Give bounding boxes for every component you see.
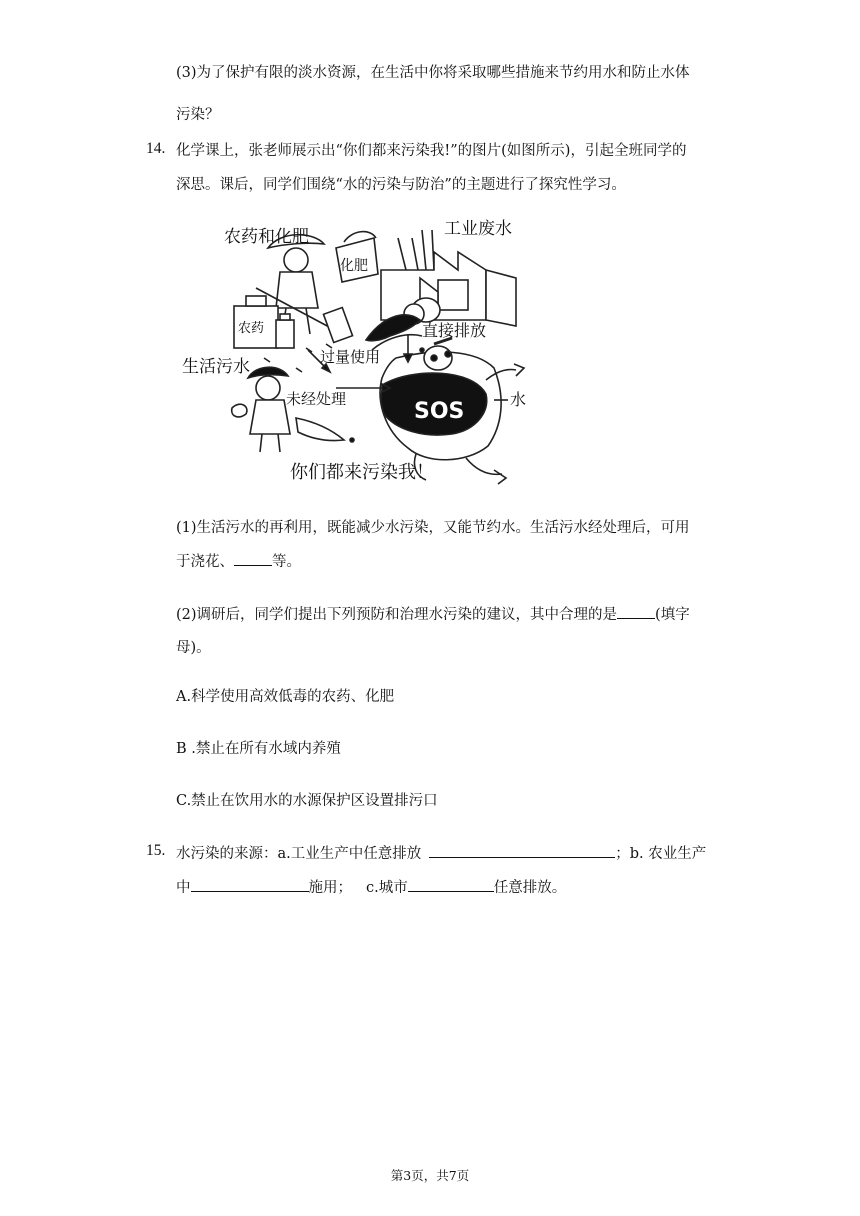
- q15-text-c: 中: [176, 880, 191, 896]
- woman-drawing: [232, 367, 354, 452]
- q14-part1-text-a: 于浇花、: [176, 554, 234, 570]
- label-pesticide-bottle: 农药: [238, 321, 265, 336]
- q15-text-b: ；b. 农业生产: [615, 846, 707, 862]
- q14-stem-line2: 深思。课后，同学们围绕“水的污染与防治”的主题进行了探究性学习。: [176, 177, 626, 193]
- q14-option-a: A.科学使用高效低毒的农药、化肥: [176, 689, 395, 705]
- q15-blank-agriculture[interactable]: [191, 877, 309, 892]
- page-footer: 第3页，共7页: [390, 1168, 470, 1183]
- q15-line1: [176, 843, 706, 864]
- label-sos: SOS: [414, 399, 465, 424]
- q14-part1-line2: [176, 551, 301, 572]
- q14-part2-text-a: (2)调研后，同学们提出下列预防和治理水污染的建议，其中合理的是: [176, 607, 618, 623]
- q15-blank-city[interactable]: [408, 877, 494, 892]
- q13-part3-line1: (3)为了保护有限的淡水资源，在生活中你将采取哪些措施来节约用水和防止水体: [176, 65, 690, 81]
- label-pesticide-fertilizer: 农药和化肥: [224, 227, 309, 247]
- q14-part2-line2: 母)。: [176, 640, 211, 656]
- q14-stem-line1: 化学课上，张老师展示出“你们都来污染我!”的图片(如图所示)，引起全班同学的: [176, 143, 687, 159]
- q14-part1-text-b: 等。: [272, 554, 301, 570]
- question-15-number: 15.: [146, 842, 166, 859]
- q14-part2-line1: [176, 604, 690, 625]
- q15-text-f: 任意排放。: [493, 880, 567, 896]
- q15-text-e: c.城市: [366, 880, 408, 896]
- q14-option-b: B .禁止在所有水域内养殖: [176, 741, 341, 757]
- q14-part1-blank[interactable]: [234, 551, 272, 566]
- q15-line2: [176, 877, 566, 898]
- q15-text-d: 施用；: [308, 880, 352, 896]
- q14-part1-line1: (1)生活污水的再利用，既能减少水污染，又能节约水。生活污水经处理后，可用: [176, 520, 690, 536]
- figure-caption: 你们都来污染我！: [290, 462, 434, 483]
- q15-text-a: 水污染的来源：a.工业生产中任意排放: [176, 846, 422, 862]
- q14-part2-text-b: (填字: [655, 607, 690, 623]
- q14-option-c: C.禁止在饮用水的水源保护区设置排污口: [176, 793, 438, 809]
- label-overuse: 过量使用: [320, 348, 381, 366]
- q14-part2-blank[interactable]: [617, 604, 655, 619]
- pollution-illustration: [176, 208, 548, 494]
- factory-drawing: [381, 230, 516, 326]
- label-domestic-sewage: 生活污水: [182, 357, 250, 377]
- label-industrial-wastewater: 工业废水: [444, 219, 512, 239]
- label-water: 水: [510, 390, 527, 409]
- q15-blank-industrial[interactable]: [429, 843, 615, 858]
- label-fertilizer-bag: 化肥: [340, 258, 368, 274]
- label-untreated: 未经处理: [286, 390, 347, 408]
- label-direct-discharge: 直接排放: [422, 321, 487, 340]
- q13-part3-line2: 污染？: [176, 107, 220, 123]
- question-14-number: 14.: [146, 140, 166, 157]
